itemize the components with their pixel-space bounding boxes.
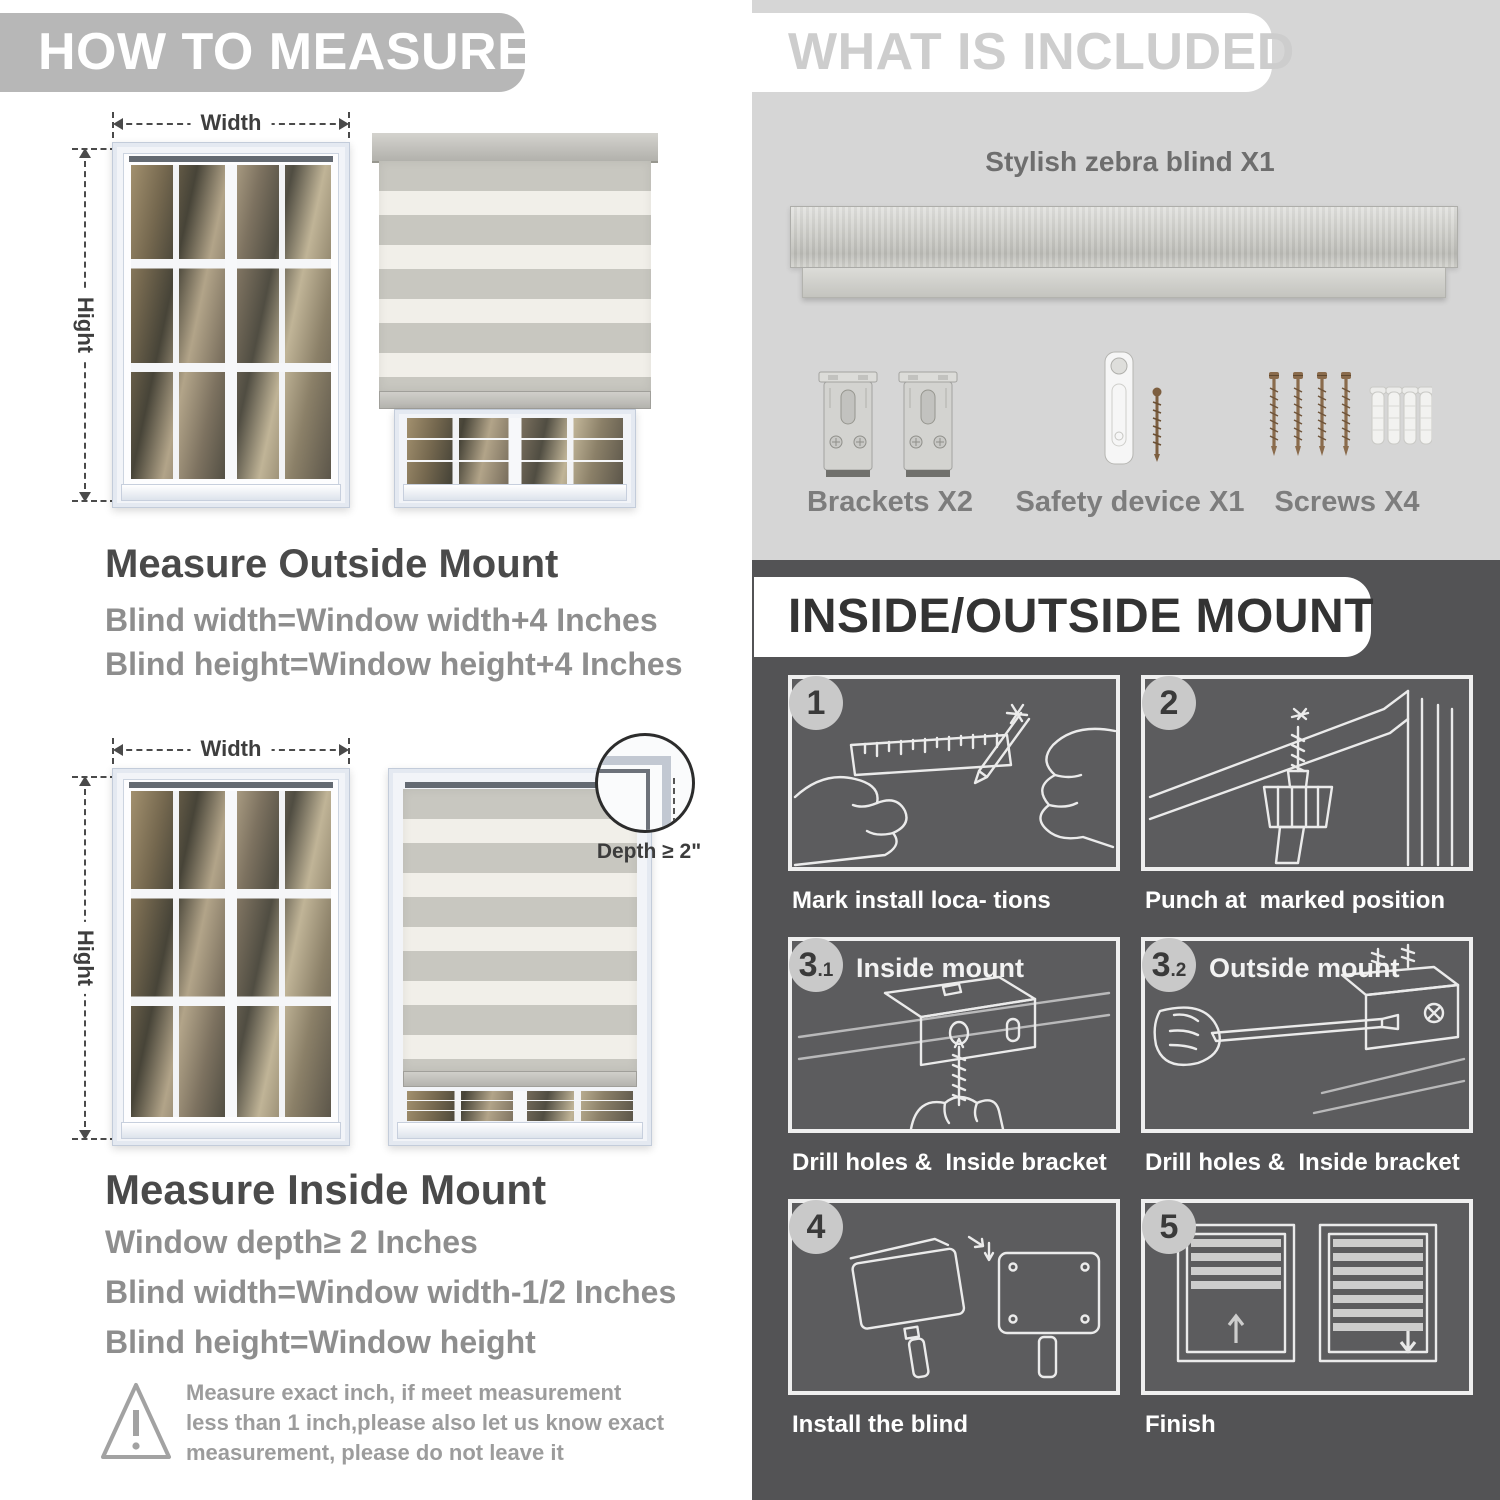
window-photo-inside [112,768,350,1146]
step-caption: Mark install loca- tions [792,887,1051,914]
step-panel-3-1 [788,937,1120,1133]
mount-section-header: INSIDE/OUTSIDE MOUNT [754,577,1371,657]
step-number-badge: 5 [1142,1200,1196,1254]
height-label: Hight [71,922,99,994]
zebra-blind-bottom-rail-image [802,268,1446,298]
step-panel-2 [1141,675,1473,871]
step-caption: Finish [1145,1411,1216,1438]
step-panel-1 [788,675,1120,871]
warning-triangle-icon [98,1378,174,1466]
how-to-measure-header: HOW TO MEASURE [0,13,525,92]
warning-text: Measure exact inch, if meet measurement less than 1 inch,please also let us know exact measurement, please do not leave it [186,1380,665,1465]
inside-rule-height: Blind height=Window height [105,1324,536,1360]
what-is-included-header: WHAT IS INCLUDED [752,13,1272,92]
step-number-badge: 3 .1 [789,938,843,992]
measure-outside-heading: Measure Outside Mount [105,542,559,586]
zebra-blind-outside-illustration [372,133,658,508]
measure-inside-heading: Measure Inside Mount [105,1166,547,1213]
step-panel-4 [788,1199,1120,1395]
step-caption: Drill holes & Inside bracket [792,1149,1107,1176]
width-label: Width [191,110,272,136]
step-number-badge: 2 [1142,676,1196,730]
bracket-icon [815,366,881,486]
screws-label: Screws X4 [1274,486,1420,518]
screws-icon [1262,362,1432,467]
bracket-icon [895,366,961,486]
brackets-label: Brackets X2 [806,486,974,518]
product-label: Stylish zebra blind X1 [985,146,1275,177]
safety-device-label: Safety device X1 [1015,486,1245,518]
outside-rule-height: Blind height=Window height+4 Inches [105,646,683,682]
outside-rule-width: Blind width=Window width+4 Inches [105,602,658,638]
step-number-badge: 3 .2 [1142,938,1196,992]
step-title: Outside mount [1209,953,1400,983]
window-stub-outside [394,409,636,508]
step-caption: Install the blind [792,1411,969,1438]
step-number-badge: 4 [789,1200,843,1254]
inside-rule-width: Blind width=Window width-1/2 Inches [105,1274,677,1310]
step-caption: Punch at marked position [1145,887,1446,914]
safety-device-icon [1095,348,1175,478]
depth-detail-circle [595,733,695,833]
height-label: Hight [71,289,99,361]
zebra-blind-product-image [790,206,1458,268]
step-panel-3-2 [1141,937,1473,1133]
height-arrow-inside [64,776,110,1140]
step-number-badge: 1 [789,676,843,730]
step-title: Inside mount [856,953,1024,983]
step-panel-5 [1141,1199,1473,1395]
inside-rule-depth: Window depth≥ 2 Inches [105,1224,478,1260]
width-label: Width [191,736,272,762]
height-arrow [64,148,110,502]
window-photo-outside [112,142,350,508]
depth-label: Depth ≥ 2" [596,840,702,863]
step-caption: Drill holes & Inside bracket [1145,1149,1460,1176]
